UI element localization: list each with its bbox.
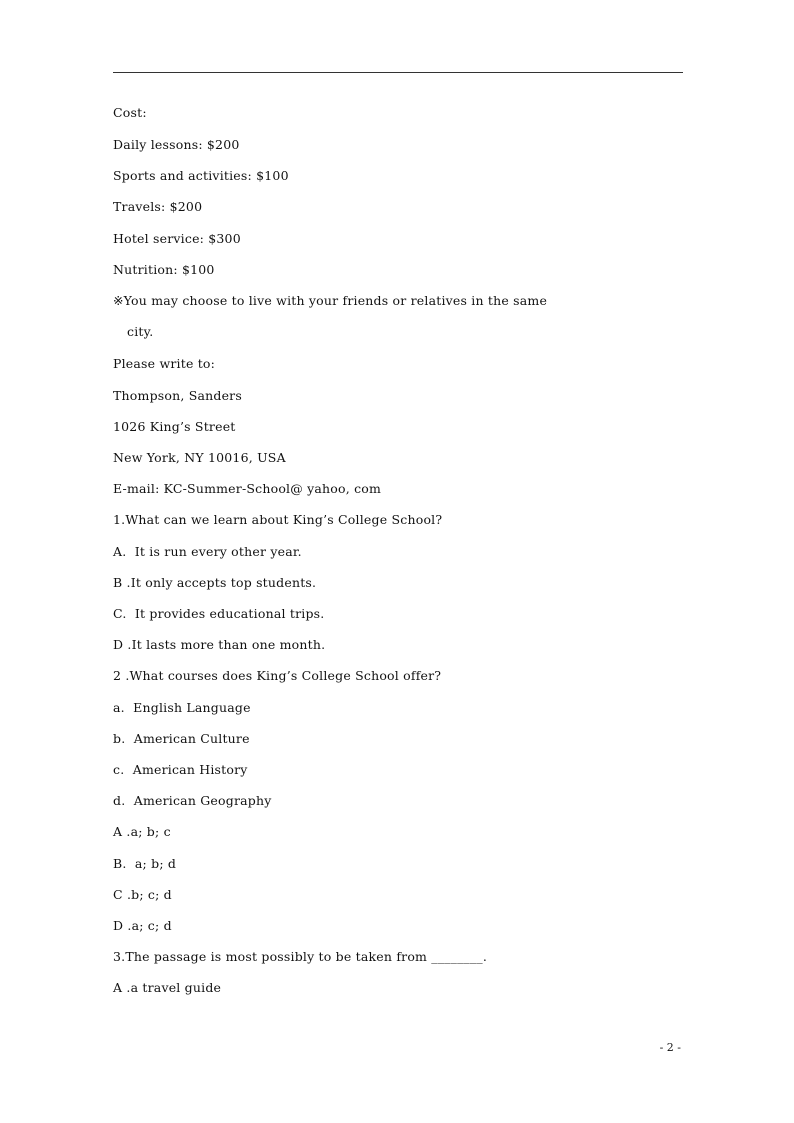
header-rule xyxy=(113,72,683,73)
question-3-stem: 3.The passage is most possibly to be taken from ________. xyxy=(113,949,488,964)
contact-intro: Please write to: xyxy=(113,356,216,371)
cost-note-line1: ※You may choose to live with your friends or relatives in the same xyxy=(113,293,548,308)
question-3-option-a: A .a travel guide xyxy=(113,980,222,995)
question-1-option-b: B .It only accepts top students. xyxy=(113,575,317,590)
question-2-stem: 2 .What courses does King’s College School offer? xyxy=(113,668,442,683)
question-2-course-b: b. American Culture xyxy=(113,731,250,746)
question-1-option-c: C. It provides educational trips. xyxy=(113,606,325,621)
question-1-option-a: A. It is run every other year. xyxy=(113,544,302,559)
question-2-course-a: a. English Language xyxy=(113,700,251,715)
question-2-option-a: A .a; b; c xyxy=(113,824,171,839)
contact-name: Thompson, Sanders xyxy=(113,388,242,403)
cost-note-line2: city. xyxy=(127,324,154,339)
question-2-option-d: D .a; c; d xyxy=(113,918,172,933)
cost-item-daily-lessons: Daily lessons: $200 xyxy=(113,137,240,152)
contact-city: New York, NY 10016, USA xyxy=(113,450,286,465)
cost-item-sports: Sports and activities: $100 xyxy=(113,168,289,183)
contact-street: 1026 King’s Street xyxy=(113,419,236,434)
contact-email: E-mail: KC-Summer-School@ yahoo, com xyxy=(113,481,382,496)
cost-heading: Cost: xyxy=(113,105,147,120)
question-1-stem: 1.What can we learn about King’s College School? xyxy=(113,512,443,527)
question-2-course-c: c. American History xyxy=(113,762,248,777)
question-2-option-c: C .b; c; d xyxy=(113,887,172,902)
question-1-option-d: D .It lasts more than one month. xyxy=(113,637,326,652)
page-number: - 2 - xyxy=(659,1041,681,1054)
question-2-option-b: B. a; b; d xyxy=(113,856,177,871)
question-2-course-d: d. American Geography xyxy=(113,793,272,808)
cost-item-nutrition: Nutrition: $100 xyxy=(113,262,215,277)
cost-item-hotel: Hotel service: $300 xyxy=(113,231,241,246)
cost-item-travels: Travels: $200 xyxy=(113,199,203,214)
